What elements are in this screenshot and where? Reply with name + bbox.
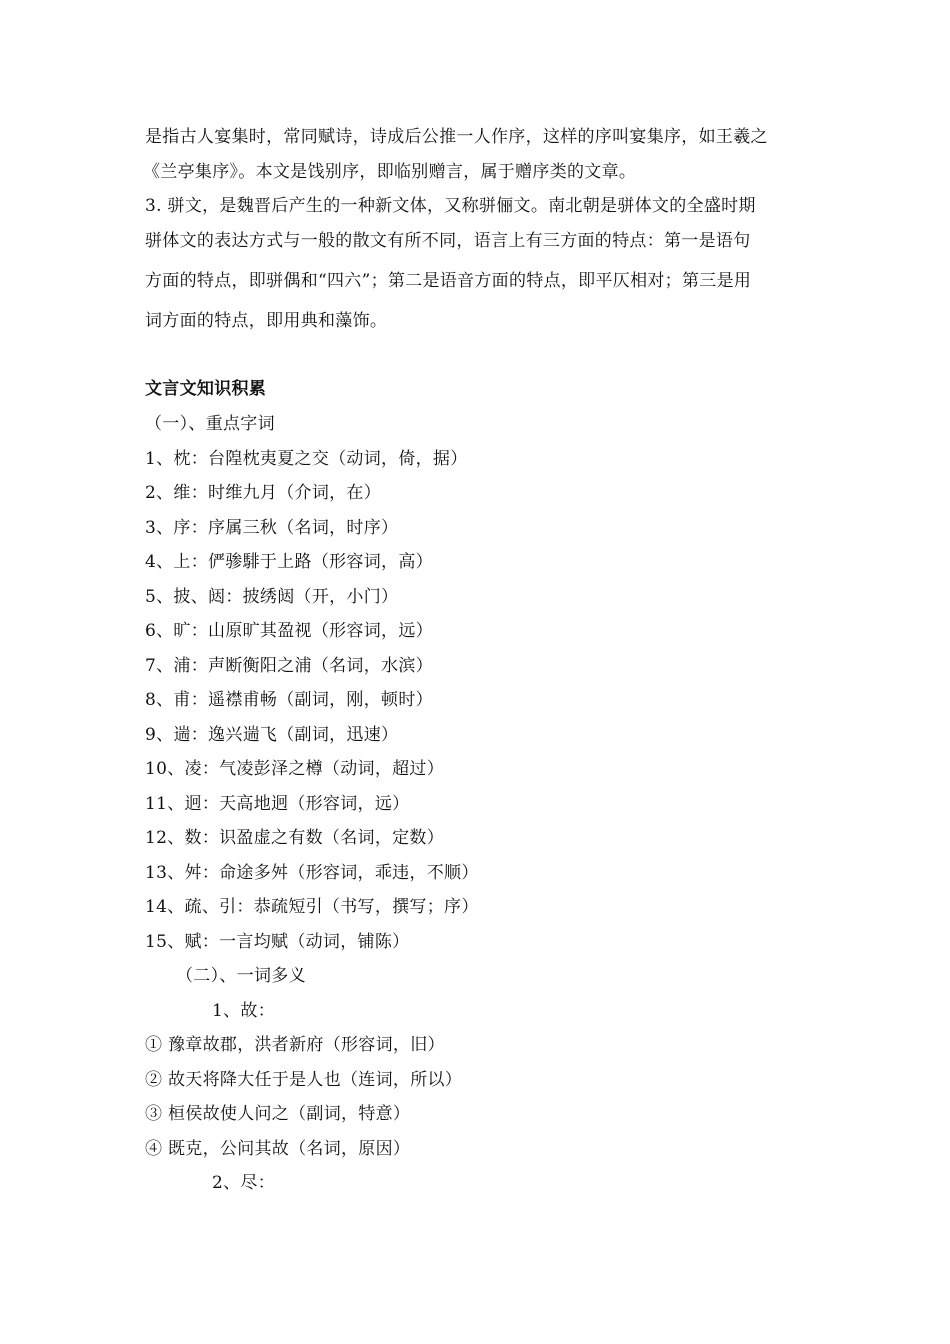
example-item: ① 豫章故郡，洪者新府（形容词，旧） <box>145 1035 445 1055</box>
list-item: 8、甫：遥襟甫畅（副词，刚，顿时） <box>145 690 433 710</box>
subsection-heading: （二）、一词多义 <box>176 966 306 986</box>
word-heading: 2、尽： <box>212 1173 276 1193</box>
example-item: ④ 既克，公问其故（名词，原因） <box>145 1139 411 1159</box>
intro-line: 是指古人宴集时，常同赋诗，诗成后公推一人作序，这样的序叫宴集序，如王羲之 <box>145 127 768 147</box>
list-item: 11、迥：天高地迥（形容词，远） <box>145 794 410 814</box>
example-item: ③ 桓侯故使人问之（副词，特意） <box>145 1104 411 1124</box>
section-title: 文言文知识积累 <box>145 379 267 399</box>
list-item: 9、遄：逸兴遄飞（副词，迅速） <box>145 725 399 745</box>
word-heading: 1、故： <box>212 1001 276 1021</box>
list-item: 3、序：序属三秋（名词，时序） <box>145 518 399 538</box>
list-item: 4、上：俨骖騑于上路（形容词，高） <box>145 552 433 572</box>
list-item: 1、枕：台隍枕夷夏之交（动词，倚，据） <box>145 449 468 469</box>
list-item: 2、维：时维九月（介词，在） <box>145 483 382 503</box>
example-item: ② 故天将降大任于是人也（连词，所以） <box>145 1070 463 1090</box>
list-item: 14、疏、引：恭疏短引（书写，撰写；序） <box>145 897 479 917</box>
list-item: 6、旷：山原旷其盈视（形容词，远） <box>145 621 433 641</box>
list-item: 10、凌：气凌彭泽之樽（动词，超过） <box>145 759 445 779</box>
intro-line: 骈体文的表达方式与一般的散文有所不同，语言上有三方面的特点：第一是语句 <box>145 231 751 251</box>
list-item: 13、舛：命途多舛（形容词，乖违，不顺） <box>145 863 479 883</box>
list-item: 5、披、闼：披绣闼（开，小门） <box>145 587 399 607</box>
intro-line: 词方面的特点，即用典和藻饰。 <box>145 311 388 331</box>
list-item: 15、赋：一言均赋（动词，铺陈） <box>145 932 410 952</box>
subsection-heading: （一）、重点字词 <box>145 414 275 434</box>
intro-line: 方面的特点，即骈偶和“四六”；第二是语音方面的特点，即平仄相对；第三是用 <box>145 271 752 291</box>
intro-line: 《兰亭集序》。本文是饯别序，即临别赠言，属于赠序类的文章。 <box>143 162 637 182</box>
intro-line: 3. 骈文，是魏晋后产生的一种新文体，又称骈俪文。南北朝是骈体文的全盛时期 <box>145 196 756 216</box>
list-item: 7、浦：声断衡阳之浦（名词，水滨） <box>145 656 433 676</box>
list-item: 12、数：识盈虚之有数（名词，定数） <box>145 828 445 848</box>
